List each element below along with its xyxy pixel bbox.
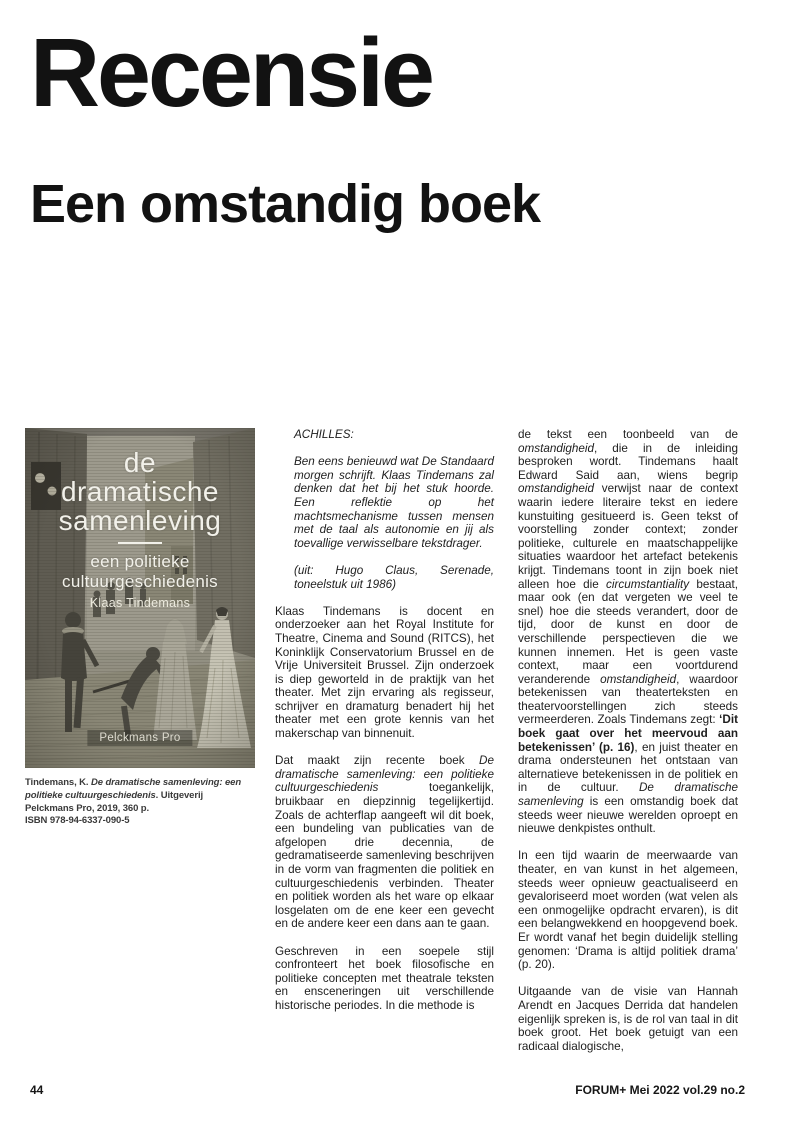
book-caption bbox=[25, 777, 253, 828]
footer-page-number: 44 bbox=[30, 1083, 44, 1097]
text-segment: De dramatische samenleving: een politieke cultuurgeschiedenis bbox=[25, 777, 242, 801]
text-segment: de tekst een toonbeeld van de bbox=[518, 428, 738, 441]
text-segment: ‘Dit boek gaat over het meervoud aan betekenissen’ (p. 16) bbox=[518, 713, 738, 754]
text-segment: ISBN 978-94-6337-090-5 bbox=[25, 815, 130, 827]
text-segment: omstandigheid bbox=[518, 441, 595, 455]
epigraph-quote bbox=[294, 455, 494, 550]
language-paragraph bbox=[518, 985, 738, 1053]
text-segment: Geschreven in een soepele stijl confronteert het boek filosofische en politieke concepten met theatrale teksten en ensceneringen uit verschillende historische periodes. In die methode is bbox=[275, 944, 494, 1012]
page-footer bbox=[0, 1083, 794, 1103]
book-description-paragraph bbox=[275, 754, 494, 931]
author-bio-paragraph bbox=[275, 605, 494, 741]
text-segment: toegankelijk, bruikbaar en diepzinnig tegelijkertijd. Zoals de achterflap aangeeft wil dit boek, een bundeling van publicaties van de afgelopen drie decennia, de gedramatiseerde samenleving beschrijven in de vorm van fragmenten die politiek en cultuurgeschiedenis verbinden. Theater en politiek worden als het ware op elkaar losgelaten om de ene keer een gevecht en de andere keer een dans aan te gaan. bbox=[275, 781, 494, 931]
epigraph-speaker bbox=[294, 428, 494, 442]
text-segment: verwijst naar de context waarin iedere literaire tekst en iedere kunstuiting gesitueerd is. Geen tekst of voorstelling zonder context; zonder politieke, culturele en maatschappelijke situaties waardoor het artefact betekenis krijgt. Tindemans toont in zijn boek niet alleen hoe die bbox=[518, 482, 738, 591]
article-column-1 bbox=[275, 428, 494, 1013]
article-column-2 bbox=[518, 428, 738, 1053]
cover-text-block bbox=[25, 448, 255, 610]
style-method-paragraph bbox=[275, 945, 494, 1013]
text-line: cultuurgeschiedenis bbox=[62, 572, 218, 591]
text-segment: , waardoor betekenissen van theaterteksten en theatervoorstellingen zich steeds vermeerderen. Zoals Tindemans zegt: bbox=[518, 672, 738, 727]
text-segment: bestaat, maar ook (en dat vergeten we veel te snel) hoe die steeds verandert, door de tijd, door de kunst en door de verschillende perspectieven die we kunnen innemen. Het is geen vaste context, maar een voortdurend veranderende bbox=[518, 577, 738, 686]
cover-subtitle bbox=[25, 552, 255, 592]
cover-divider bbox=[118, 542, 162, 544]
omstandigheid-paragraph bbox=[518, 428, 738, 836]
text-segment: Ben eens benieuwd wat De Standaard morgen schrijft. Klaas Tindemans zal denken dat het bij het stuk hoorde. Een reflektie op het machtsmechanisme tussen mensen met de taal als autonomie en jij als toevallige verwisselbare tekstdrager. bbox=[294, 455, 494, 550]
book-figure bbox=[25, 428, 255, 828]
text-segment: circumstantiality bbox=[606, 577, 690, 591]
text-line: een politieke bbox=[90, 552, 190, 571]
text-segment: , die in de inleiding besproken wordt. Tindemans haalt Edward Said aan, wiens begrip bbox=[518, 441, 738, 482]
book-cover-image bbox=[25, 428, 255, 768]
book-caption-isbn bbox=[25, 815, 253, 828]
book-caption-reference bbox=[25, 777, 253, 815]
text-segment: omstandigheid bbox=[518, 482, 595, 496]
text-segment: De dramatische samenleving: een politieke cultuurgeschiedenis bbox=[275, 754, 494, 795]
relevance-paragraph bbox=[518, 849, 738, 971]
article-title: Een omstandig boek bbox=[30, 174, 541, 234]
text-line: samenleving bbox=[58, 505, 222, 536]
text-segment: Uitgaande van de visie van Hannah Arendt en Jacques Derrida dat handelen eigenlijk spreken is, is de rol van taal in dit boek groot. Het boek getuigt van een radicaal dialogische, bbox=[518, 985, 738, 1053]
footer-issue: FORUM+ Mei 2022 vol.29 no.2 bbox=[575, 1083, 745, 1097]
text-segment: , en juist theater en drama ondersteunen het ontstaan van alternatieve betekenissen in de politiek en in de cultuur. bbox=[518, 740, 738, 795]
epigraph-source bbox=[294, 564, 494, 591]
text-segment: Klaas Tindemans is docent en onderzoeker aan het Royal Institute for Theatre, Cinema and Sound (RITCS), het Koninklijk Conservatorium Brussel en de Vrije Universiteit Brussel. Zijn onderzoek is diep geworteld in de praktijk van het theater. Met zijn ervaring als regisseur, schrijver en dramaturg benadert hij het theater met een grote kennis van het makerschap van binnenuit. bbox=[275, 604, 494, 741]
text-segment: . Uitgeverij Pelckmans Pro, 2019, 360 p. bbox=[25, 789, 204, 814]
text-segment: Dat maakt zijn recente boek bbox=[275, 754, 480, 768]
text-line: de bbox=[123, 447, 157, 478]
text-segment: ACHILLES: bbox=[294, 428, 354, 441]
cover-title bbox=[25, 448, 255, 535]
text-segment: In een tijd waarin de meerwaarde van theater, en van kunst in het algemeen, steeds weer opnieuw geactualiseerd en gevaloriseerd moet worden (wat velen als een onmogelijke opdracht ervaren), is dit een belangwekkend en hoopgevend boek. Er wordt vanaf het begin duidelijk stelling genomen: ‘Drama is altijd politiek drama’ (p. 20). bbox=[518, 849, 738, 972]
page-category-title: Recensie bbox=[30, 18, 432, 127]
text-segment: De dramatische samenleving bbox=[518, 781, 738, 809]
text-segment: Tindemans, K. bbox=[25, 777, 91, 788]
cover-publisher: Pelckmans Pro bbox=[87, 730, 192, 746]
text-segment: is een omstandig boek dat steeds weer nieuwe werelden oproept en nieuwe denkpistes onthult. bbox=[518, 795, 738, 836]
cover-author: Klaas Tindemans bbox=[89, 596, 191, 610]
text-segment: (uit: Hugo Claus, Serenade, toneelstuk uit 1986) bbox=[294, 563, 494, 591]
text-segment: omstandigheid bbox=[600, 672, 677, 686]
text-line: dramatische bbox=[60, 476, 219, 507]
